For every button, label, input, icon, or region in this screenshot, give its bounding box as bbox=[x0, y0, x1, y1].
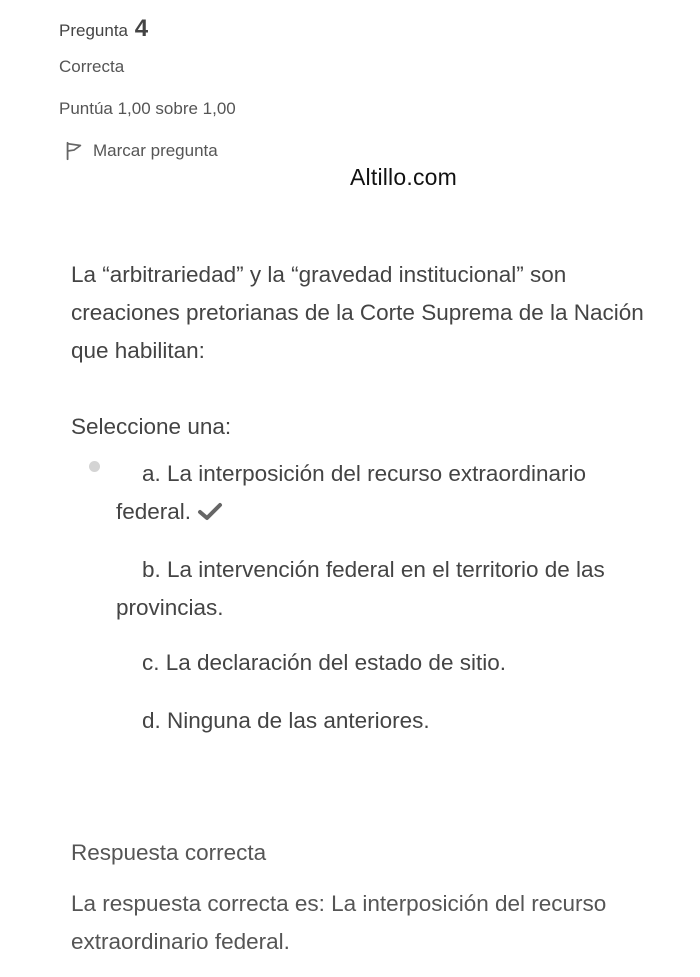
question-label: Pregunta bbox=[59, 21, 128, 40]
question-state: Correcta bbox=[59, 57, 125, 76]
radio-option-a-selected[interactable] bbox=[89, 461, 100, 472]
question-grade: Puntúa 1,00 sobre 1,00 bbox=[59, 99, 236, 118]
feedback-correct-answer: La respuesta correcta es: La interposición del recurso extraordinario federal. bbox=[71, 891, 607, 954]
answer-option-d-text: d. Ninguna de las anteriores. bbox=[142, 708, 430, 733]
question-number: 4 bbox=[134, 15, 149, 42]
feedback-title: Respuesta correcta bbox=[71, 840, 267, 865]
answer-option-a[interactable] bbox=[116, 455, 636, 531]
flag-icon bbox=[63, 140, 85, 162]
answer-option-b[interactable] bbox=[116, 551, 636, 627]
question-text: La “arbitrariedad” y la “gravedad institucional” son creaciones pretorianas de la Corte Suprema de la Nación que habilitan: bbox=[71, 262, 644, 363]
answer-prompt: Seleccione una: bbox=[71, 414, 232, 439]
answer-option-c[interactable] bbox=[116, 644, 636, 682]
answer-option-b-text: b. La intervención federal en el territorio de las provincias. bbox=[116, 557, 605, 620]
flag-question-label: Marcar pregunta bbox=[93, 141, 218, 160]
question-info bbox=[59, 14, 236, 162]
check-icon bbox=[197, 501, 223, 521]
watermark: Altillo.com bbox=[350, 164, 458, 190]
flag-question-button[interactable] bbox=[63, 140, 236, 162]
question-heading bbox=[59, 14, 236, 46]
answer-option-a-text: a. La interposición del recurso extraordinario federal. bbox=[116, 461, 586, 524]
answer-option-c-text: c. La declaración del estado de sitio. bbox=[142, 650, 506, 675]
answer-option-d[interactable] bbox=[116, 702, 636, 740]
